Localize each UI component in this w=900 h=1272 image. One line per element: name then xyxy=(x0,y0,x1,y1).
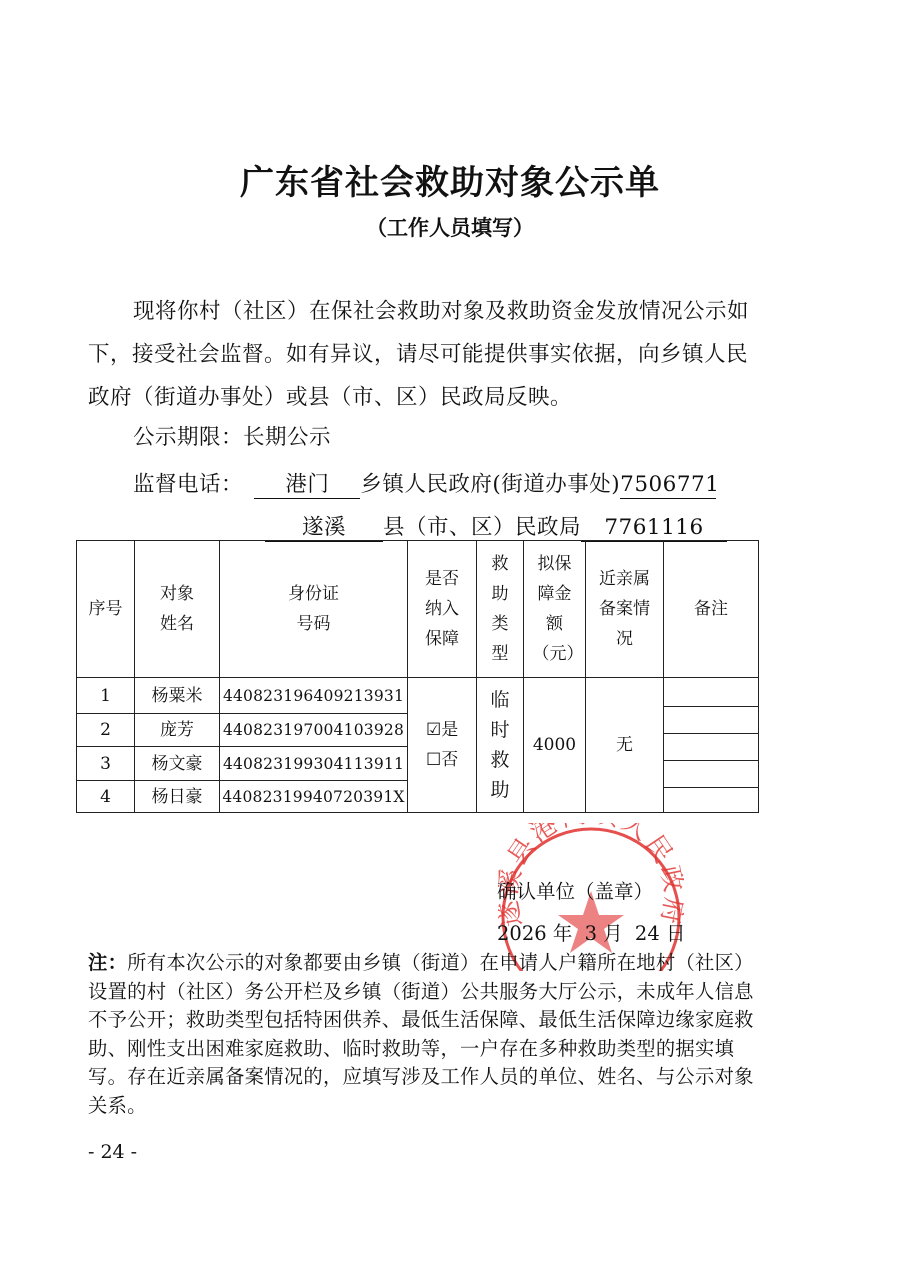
county-suffix: 县（市、区）民政局 xyxy=(383,515,582,540)
recipients-table xyxy=(76,540,759,813)
document-subtitle: （工作人员填写） xyxy=(366,215,534,240)
seq-cell: 1 xyxy=(77,678,135,714)
county-name: 遂溪 xyxy=(265,515,383,542)
amount-cell: 4000 xyxy=(524,678,586,813)
id-cell: 440823196409213931 xyxy=(220,678,408,714)
town-suffix: 乡镇人民政府(街道办事处) xyxy=(360,472,621,497)
name-cell: 杨粟米 xyxy=(135,678,220,714)
remark-cell xyxy=(664,678,759,813)
town-name: 港门 xyxy=(254,472,360,499)
name-cell: 杨日豪 xyxy=(135,781,220,813)
phone-line-county xyxy=(265,510,727,542)
page-number: - 24 - xyxy=(88,1141,138,1163)
date-year-unit: 年 xyxy=(552,922,573,945)
header-seq: 序号 xyxy=(77,541,135,678)
confirm-label: 确认单位（盖章） xyxy=(497,880,654,903)
remark-subrow xyxy=(664,761,758,788)
town-phone: 7506771 xyxy=(620,472,720,497)
id-cell: 440823197004103928 xyxy=(220,714,408,747)
date-month: 3 xyxy=(584,922,597,945)
header-id: 身份证号码 xyxy=(220,541,408,678)
county-phone: 7761116 xyxy=(581,515,727,542)
id-cell: 44082319940720391X xyxy=(220,781,408,813)
header-type: 救助类型 xyxy=(477,541,524,678)
remark-subrow xyxy=(664,680,758,707)
header-relative: 近亲属备案情况 xyxy=(586,541,664,678)
document-title: 广东省社会救助对象公示单 xyxy=(240,163,660,203)
name-cell: 庞芳 xyxy=(135,714,220,747)
table-header-row xyxy=(77,541,759,678)
type-cell: 临时救助 xyxy=(477,678,524,813)
seq-cell: 3 xyxy=(77,747,135,781)
relative-cell: 无 xyxy=(586,678,664,813)
remark-subrow xyxy=(664,788,758,810)
included-cell xyxy=(408,678,477,813)
remark-subrow xyxy=(664,734,758,761)
date-month-unit: 月 xyxy=(603,922,623,945)
footnote xyxy=(88,949,758,1120)
name-cell: 杨文豪 xyxy=(135,747,220,781)
seq-cell: 2 xyxy=(77,714,135,747)
id-cell: 440823199304113911 xyxy=(220,747,408,781)
table-row xyxy=(77,678,759,714)
date-day: 24 xyxy=(634,922,660,945)
header-amount: 拟保障金额（元） xyxy=(524,541,586,678)
phone-line-town xyxy=(133,467,720,499)
intro-paragraph: 现将你村（社区）在保社会救助对象及救助资金发放情况公示如下，接受社会监督。如有异议，请尽可能提供事实依据，向乡镇人民政府（街道办事处）或县（市、区）民政局反映。 xyxy=(88,299,750,410)
period-value: 长期公示 xyxy=(243,425,332,450)
included-yes-checkbox: ☑是 xyxy=(426,720,459,740)
note-label: 注： xyxy=(88,951,128,974)
seq-cell: 4 xyxy=(77,781,135,813)
header-remark: 备注 xyxy=(664,541,759,678)
note-text: 所有本次公示的对象都要由乡镇（街道）在申请人户籍所在地村（社区）设置的村（社区）务公开栏及乡镇（街道）公共服务大厅公示，未成年人信息不予公开；救助类型包括特困供养、最低生活保障、最低生活保障边缘家庭救助、刚性支出困难家庭救助、临时救助等，一户存在多种救助类型的据实填写。存在近亲属备案情况的，应填写涉及工作人员的单位、姓名、与公示对象关系。 xyxy=(88,951,754,1117)
included-no-checkbox: ☐否 xyxy=(426,750,459,770)
header-included: 是否纳入保障 xyxy=(408,541,477,678)
date-year: 2026 xyxy=(497,922,547,945)
publicity-period xyxy=(133,420,331,451)
remark-subrow xyxy=(664,707,758,734)
seal-text: 县港 人民 xyxy=(502,823,680,871)
phone-label: 监督电话： xyxy=(133,472,244,497)
date-day-unit: 日 xyxy=(665,922,686,945)
confirm-date xyxy=(497,918,685,946)
period-label: 公示期限： xyxy=(133,425,244,450)
header-name: 对象姓名 xyxy=(135,541,220,678)
